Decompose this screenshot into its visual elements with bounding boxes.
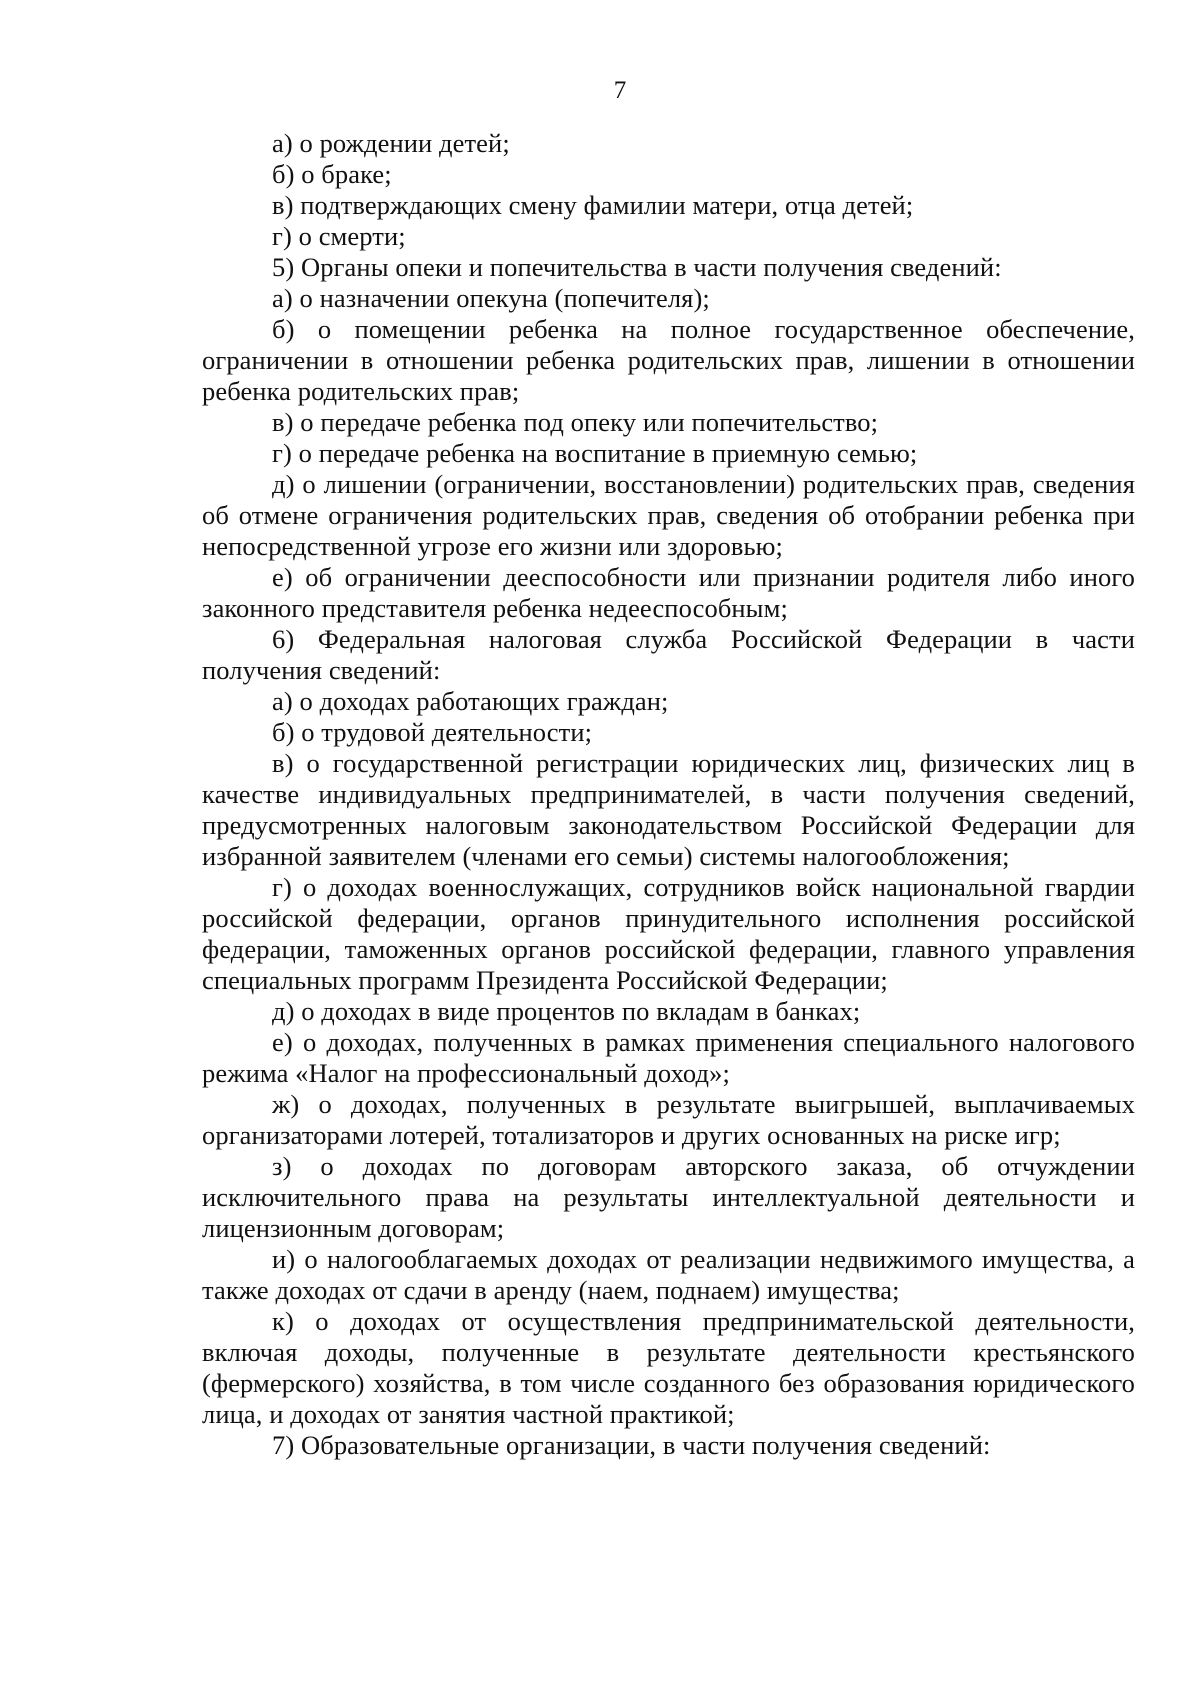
page-number: 7 [613,77,627,104]
paragraph: 6) Федеральная налоговая служба Российской Федерации в части получения сведений: [202,624,1135,685]
paragraph: г) о доходах военнослужащих, сотрудников войск национальной гвардии российской федерации, органов принудительного исполнения российской федерации, таможенных органов российской федерации, главного управления специальных программ Президента Российской Федерации; [202,872,1135,995]
paragraph: ж) о доходах, полученных в результате выигрышей, выплачиваемых организаторами лотерей, тотализаторов и других основанных на риске игр; [202,1089,1135,1150]
paragraph: 7) Образовательные организации, в части получения сведений: [272,1430,991,1460]
paragraph: б) о трудовой деятельности; [272,717,593,747]
document-body [202,128,1135,1461]
paragraph: а) о доходах работающих граждан; [272,686,669,716]
paragraph: б) о помещении ребенка на полное государственное обеспечение, ограничении в отношении ребенка родительских прав, лишении в отношении ребенка родительских прав; [202,314,1135,406]
paragraph: а) о назначении опекуна (попечителя); [272,283,710,313]
paragraph: в) о государственной регистрации юридических лиц, физических лиц в качестве индивидуальных предпринимателей, в части получения сведений, предусмотренных налоговым законодательством Российской Федерации для избранной заявителем (членами его семьи) системы налогообложения; [202,748,1135,871]
paragraph: к) о доходах от осуществления предпринимательской деятельности, включая доходы, полученные в результате деятельности крестьянского (фермерского) хозяйства, в том числе созданного без образования юридического лица, и доходах от занятия частной практикой; [202,1306,1135,1429]
paragraph: е) о доходах, полученных в рамках применения специального налогового режима «Налог на профессиональный доход»; [202,1027,1135,1088]
paragraph: г) о передаче ребенка на воспитание в приемную семью; [272,438,918,468]
paragraph: з) о доходах по договорам авторского заказа, об отчуждении исключительного права на результаты интеллектуальной деятельности и лицензионным договорам; [202,1151,1135,1243]
paragraph: 5) Органы опеки и попечительства в части получения сведений: [272,252,1002,282]
paragraph: в) о передаче ребенка под опеку или попечительство; [272,407,879,437]
paragraph: в) подтверждающих смену фамилии матери, отца детей; [272,190,914,220]
paragraph: б) о браке; [272,159,392,189]
paragraph: а) о рождении детей; [272,128,510,158]
paragraph: г) о смерти; [272,221,406,251]
paragraph: и) о налогооблагаемых доходах от реализации недвижимого имущества, а также доходах от сдачи в аренду (наем, поднаем) имущества; [202,1244,1135,1305]
paragraph: д) о лишении (ограничении, восстановлении) родительских прав, сведения об отмене ограничения родительских прав, сведения об отобрании ребенка при непосредственной угрозе его жизни или здоровью; [202,469,1135,561]
paragraph: д) о доходах в виде процентов по вкладам в банках; [272,996,861,1026]
paragraph: е) об ограничении дееспособности или признании родителя либо иного законного представителя ребенка недееспособным; [202,562,1135,623]
